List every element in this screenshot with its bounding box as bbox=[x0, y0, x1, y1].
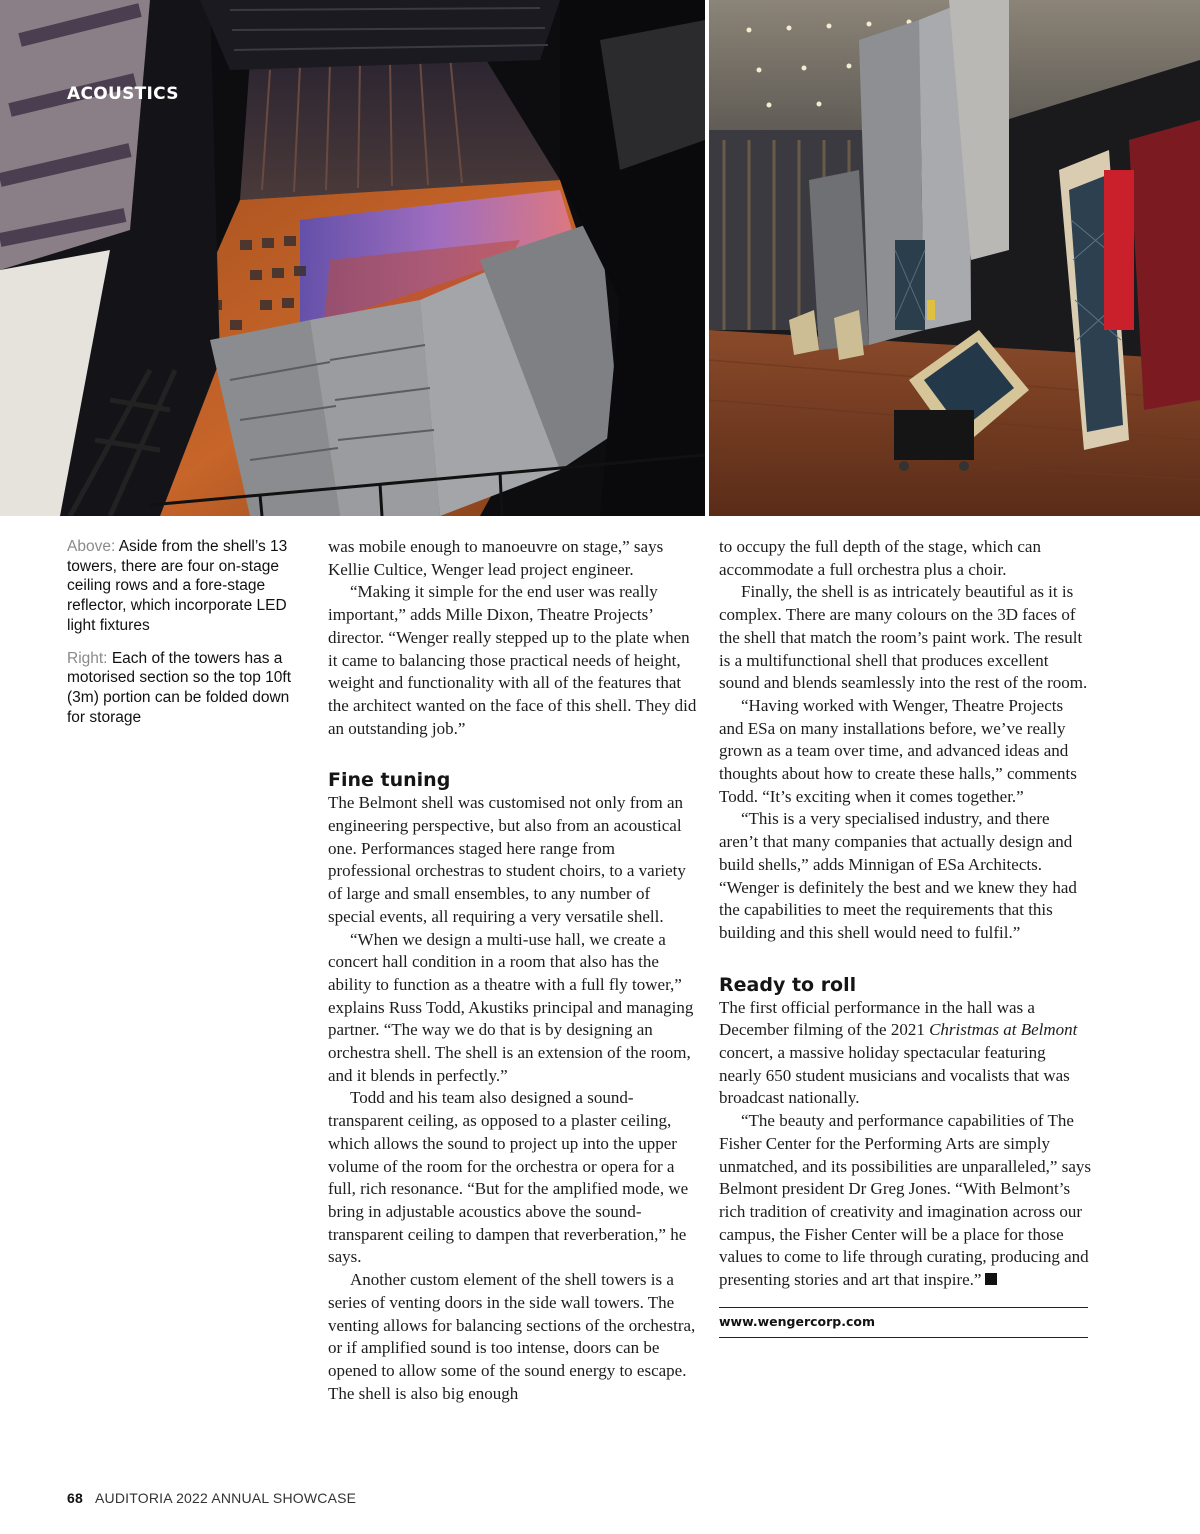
paragraph bbox=[719, 1110, 1091, 1292]
caption-right bbox=[67, 649, 305, 728]
end-mark-icon bbox=[985, 1273, 997, 1285]
paragraph bbox=[719, 997, 1091, 1111]
caption-label: Above: bbox=[67, 538, 116, 555]
paragraph: Finally, the shell is as intricately beautiful as it is complex. There are many colours on the 3D faces of the shell that match the room’s paint work. The result is a multifunctional shell that produces excellent sound and blends seamlessly into the rest of the room. bbox=[719, 582, 1088, 693]
paragraph: to occupy the full depth of the stage, which can accommodate a full orchestra plus a choir. bbox=[719, 537, 1041, 579]
paragraph: “This is a very specialised industry, and there aren’t that many companies that actually design and build shells,” adds Minnigan of ESa Architects. “Wenger is definitely the best and we knew they had the capabilities to meet the requirements that this building and this shell would need to fulfil.” bbox=[719, 809, 1077, 942]
paragraph: Todd and his team also designed a sound-transparent ceiling, as opposed to a plaster ceiling, which allows the sound to project up into the upper volume of the room for the orchestra or opera for a full, rich resonance. “But for the amplified mode, we bring in adjustable acoustics above the sound-transparent ceiling to dampen that reverberation,” he says. bbox=[328, 1088, 689, 1267]
caption-above bbox=[67, 537, 305, 636]
page-number: 68 bbox=[67, 1490, 83, 1506]
publication-name: AUDITORIA 2022 ANNUAL SHOWCASE bbox=[94, 1490, 357, 1506]
photo-captions bbox=[67, 537, 305, 740]
caption-label: Right: bbox=[67, 649, 108, 667]
paragraph: The Belmont shell was customised not only from an engineering perspective, but also from an acoustical one. Performances staged here range from professional orchestras to student choirs, to a variety of large and small ensembles, to any number of special events, all requiring a very versatile shell. bbox=[328, 793, 686, 926]
caption-text: Each of the towers has a motorised section so the top 10ft (3m) portion can be folded down for storage bbox=[67, 649, 292, 726]
paragraph: “When we design a multi-use hall, we create a concert hall condition in a room that also has the ability to function as a theatre with a full fly tower,” explains Russ Todd, Akustiks principal and managing partner. “The way we do that is by designing an orchestra shell. The shell is an extension of the room, and it blends in perfectly.” bbox=[328, 929, 694, 1085]
shell-towers-photo bbox=[709, 0, 1200, 516]
section-heading: Ready to roll bbox=[719, 973, 857, 996]
paragraph-text: The first official performance in the hall was a December filming of the 2021 bbox=[719, 997, 1035, 1040]
paragraph: was mobile enough to manoeuvre on stage,” says Kellie Cultice, Wenger lead project engineer. bbox=[328, 537, 664, 579]
paragraph: Another custom element of the shell towers is a series of venting doors in the side wall towers. The venting allows for balancing sections of the orchestra, or if amplified sound is too intense, doors can be opened to allow some of the sound energy to escape. The shell is also big enough bbox=[328, 1270, 696, 1403]
event-title: Christmas at Belmont bbox=[929, 1020, 1078, 1040]
section-heading: Fine tuning bbox=[328, 769, 451, 792]
website-link[interactable]: www.wengercorp.com bbox=[719, 1307, 1088, 1338]
article-column-middle bbox=[328, 536, 700, 1405]
paragraph-text: concert, a massive holiday spectacular featuring nearly 650 student musicians and vocalists that was broadcast nationally. bbox=[719, 1043, 1070, 1108]
stage-overview-photo bbox=[0, 0, 705, 516]
caption-text: Aside from the shell’s 13 towers, there are four on-stage ceiling rows and a fore-stage reflector, which incorporate LED light fixtures bbox=[67, 538, 288, 634]
paragraph: “Making it simple for the end user was really important,” adds Mille Dixon, Theatre Projects’ director. “Wenger really stepped up to the plate when it came to balancing those practical needs of height, weight and functionality with all of the features that the architect wanted on the face of this shell. They did an outstanding job.” bbox=[328, 582, 697, 738]
article-column-right bbox=[719, 536, 1091, 1338]
section-label: ACOUSTICS bbox=[67, 84, 179, 104]
page-footer bbox=[67, 1490, 356, 1506]
paragraph-text: “The beauty and performance capabilities of The Fisher Center for the Performing Arts are simply unmatched, and its possibilities are unparalleled,” says Belmont president Dr Greg Jones. “With Belmont’s rich tradition of creativity and imagination across our campus, the Fisher Center will be a place for those values to come to life through curating, producing and presenting stories and art that inspire.” bbox=[719, 1111, 1092, 1290]
paragraph: “Having worked with Wenger, Theatre Projects and ESa on many installations before, we’ve really grown as a team over time, and advanced ideas and thoughts about how to create these halls,” comments Todd. “It’s exciting when it comes together.” bbox=[719, 695, 1077, 806]
